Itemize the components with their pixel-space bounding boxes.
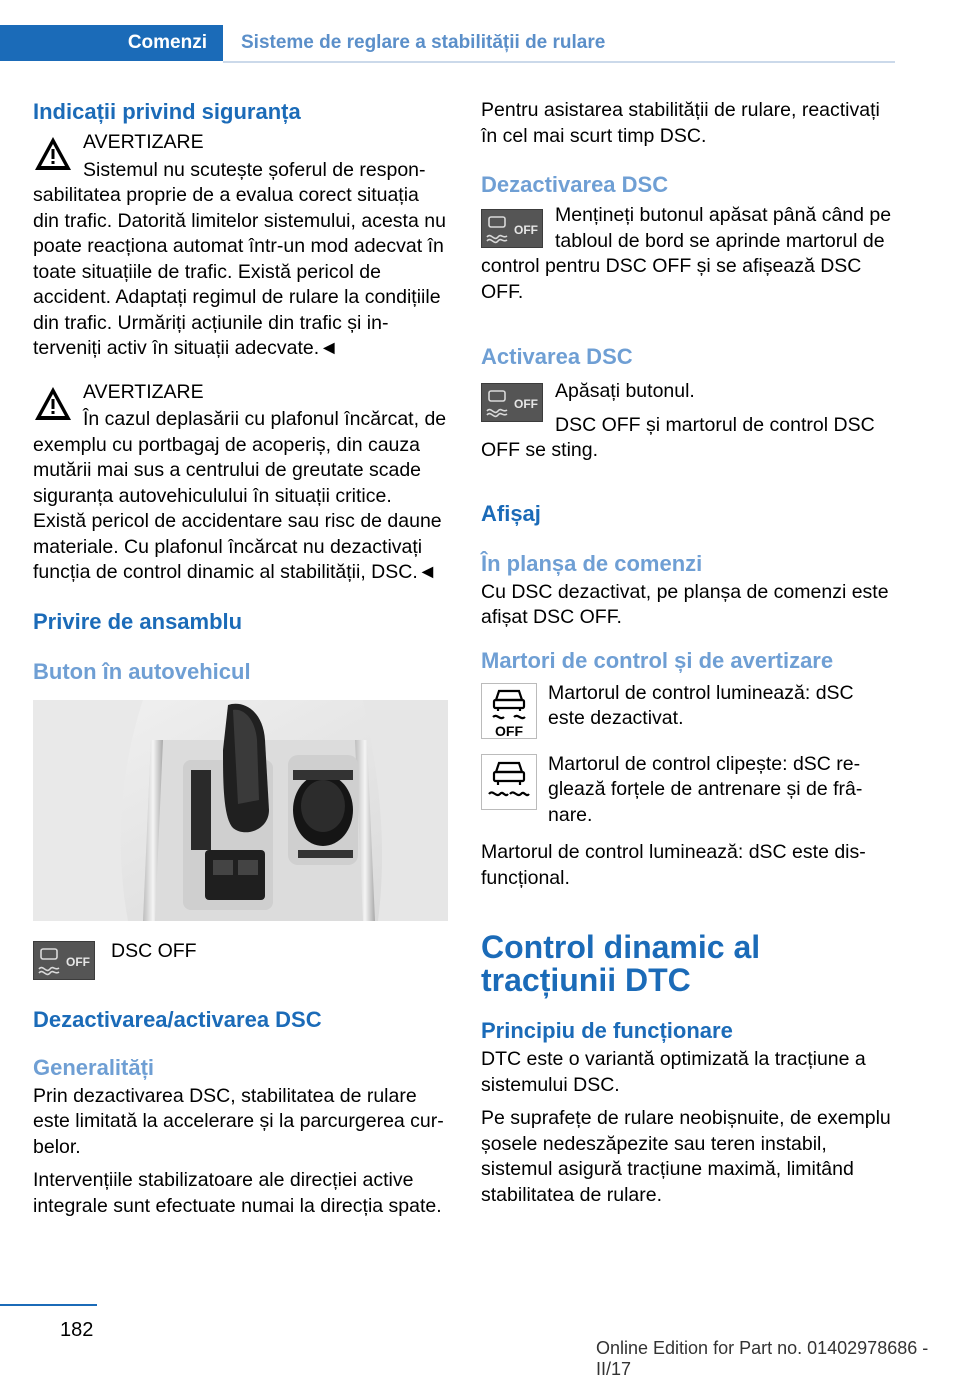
dsc-off-button-icon [33,941,95,980]
intro-paragraph: Pentru asistarea stabilității de rulare, reactivați în cel mai scurt timp DSC. [481,99,880,147]
warning-triangle-icon [33,134,73,174]
warning-block-1 [33,130,448,362]
right-column [481,98,893,1216]
activate-block [481,379,893,472]
dsc-off-label: DSC OFF [111,939,197,962]
warning-2-title: AVERTIZARE [83,380,204,403]
lamp-dsc-active-text: Martorul de control clipește: dSC reglează forțele de antrenare și de frânare. [548,752,863,826]
principle-paragraph-1: DTC este o variantă optimizată la tracțiune a sistemului DSC. [481,1048,866,1096]
deactivate-text: Mențineți butonul apăsat până când pe tabloul de bord se aprinde martorul de control pentru DSC OFF și se afișează DSC OFF. [481,204,892,303]
activate-text-1: Apăsați butonul. [555,380,695,402]
principle-paragraph-2: Pe suprafețe de rulare neobișnuite, de exemplu șosele nedeszăpezite sau teren instabil, sistemul asigură tracțiune maximă, limitând stabilitatea de rulare. [481,1107,891,1206]
warning-1-title: AVERTIZARE [83,131,204,153]
svg-text:OFF: OFF [514,223,538,237]
general-paragraph-2: Intervențiile stabilizatoare ale direcției active integrale sunt efectuate numai la direcția spate. [33,1169,442,1217]
page-number: 182 [60,1319,94,1341]
lamp-dsc-active-row [481,752,893,837]
dsc-off-lamp-icon [481,683,537,739]
svg-text:OFF: OFF [514,397,538,411]
dsc-off-button-row [33,939,448,980]
general-paragraph-1: Prin dezactivarea DSC, stabilitatea de rulare este limitată la accelerare și la parcurgerea curbelor. [33,1084,444,1158]
heading-overview: Privire de ansamblu [33,608,243,634]
heading-button: Buton în autovehicul [33,658,251,684]
heading-principle: Principiu de funcționare [481,1018,733,1043]
warning-block-2 [33,380,448,586]
lamp-dsc-off-row [481,681,893,740]
panel-text: Cu DSC dezactivat, pe planșa de comenzi este afișat DSC OFF. [481,580,889,628]
left-column [33,98,448,1227]
deactivate-block [481,203,893,313]
dsc-off-button-icon [481,383,543,422]
center-console-photo [33,700,448,921]
heading-activate-dsc: Activarea DSC [481,344,633,369]
page-header [0,25,895,61]
section-tab: Comenzi [0,25,223,61]
lamp-dsc-fault-text: Martorul de control luminează: dSC este disfuncțional. [481,841,866,889]
heading-dtc: Control dinamic al tracțiunii DTC [481,929,761,998]
footer-divider [0,1304,97,1306]
warning-triangle-icon [33,384,73,424]
lamp-dsc-off-text: Martorul de control luminează: dSC este dezactivat. [548,681,854,729]
heading-indicator-lamps: Martori de control și de avertizare [481,647,834,673]
svg-text:OFF: OFF [495,722,523,739]
heading-deactivate-dsc: Dezactivarea DSC [481,172,669,197]
dsc-off-button-icon [481,209,543,248]
heading-control-panel: În planșa de comenzi [481,550,703,576]
chapter-title: Sisteme de reglare a stabilității de rulare [241,32,606,53]
heading-display: Afișaj [481,500,541,526]
heading-toggle-dsc: Dezactivarea/activarea DSC [33,1006,322,1032]
header-divider [223,61,895,63]
warning-2-text: În cazul deplasării cu plafonul încărcat, de exemplu cu portbagaj de acoperiș, din cauza mutării mai sus a centrului de greutate scade siguranța autovehiculului în situații critice. Există pericol de accidentare sau risc de daune materiale. Cu plafonul încărcat nu dezactivați funcția de control dinamic al stabilității, DSC.◄ [33,408,447,583]
heading-general: Generalități [33,1054,155,1080]
console-illustration [33,700,448,921]
heading-safety: Indicații privind siguranța [33,99,301,124]
svg-text:OFF: OFF [66,954,90,969]
dsc-lamp-icon [481,754,537,810]
edition-footer: Online Edition for Part no. 01402978686 - II/17 [596,1338,929,1379]
warning-1-text: Sistemul nu scutește șoferul de responsabilitatea proprie de a evalua corect situația din trafic. Datorită limitelor sistemului, acesta nu poate reacționa automat într-un mod adecvat în toate situațiile de trafic. Există pericol de accident. Adaptați regimul de rulare la condițiile din trafic. Urmăriți acțiunile din trafic și interveniți activ în situații adecvate.◄ [33,158,446,359]
activate-text-2: DSC OFF și martorul de control DSC OFF se sting. [481,413,875,461]
